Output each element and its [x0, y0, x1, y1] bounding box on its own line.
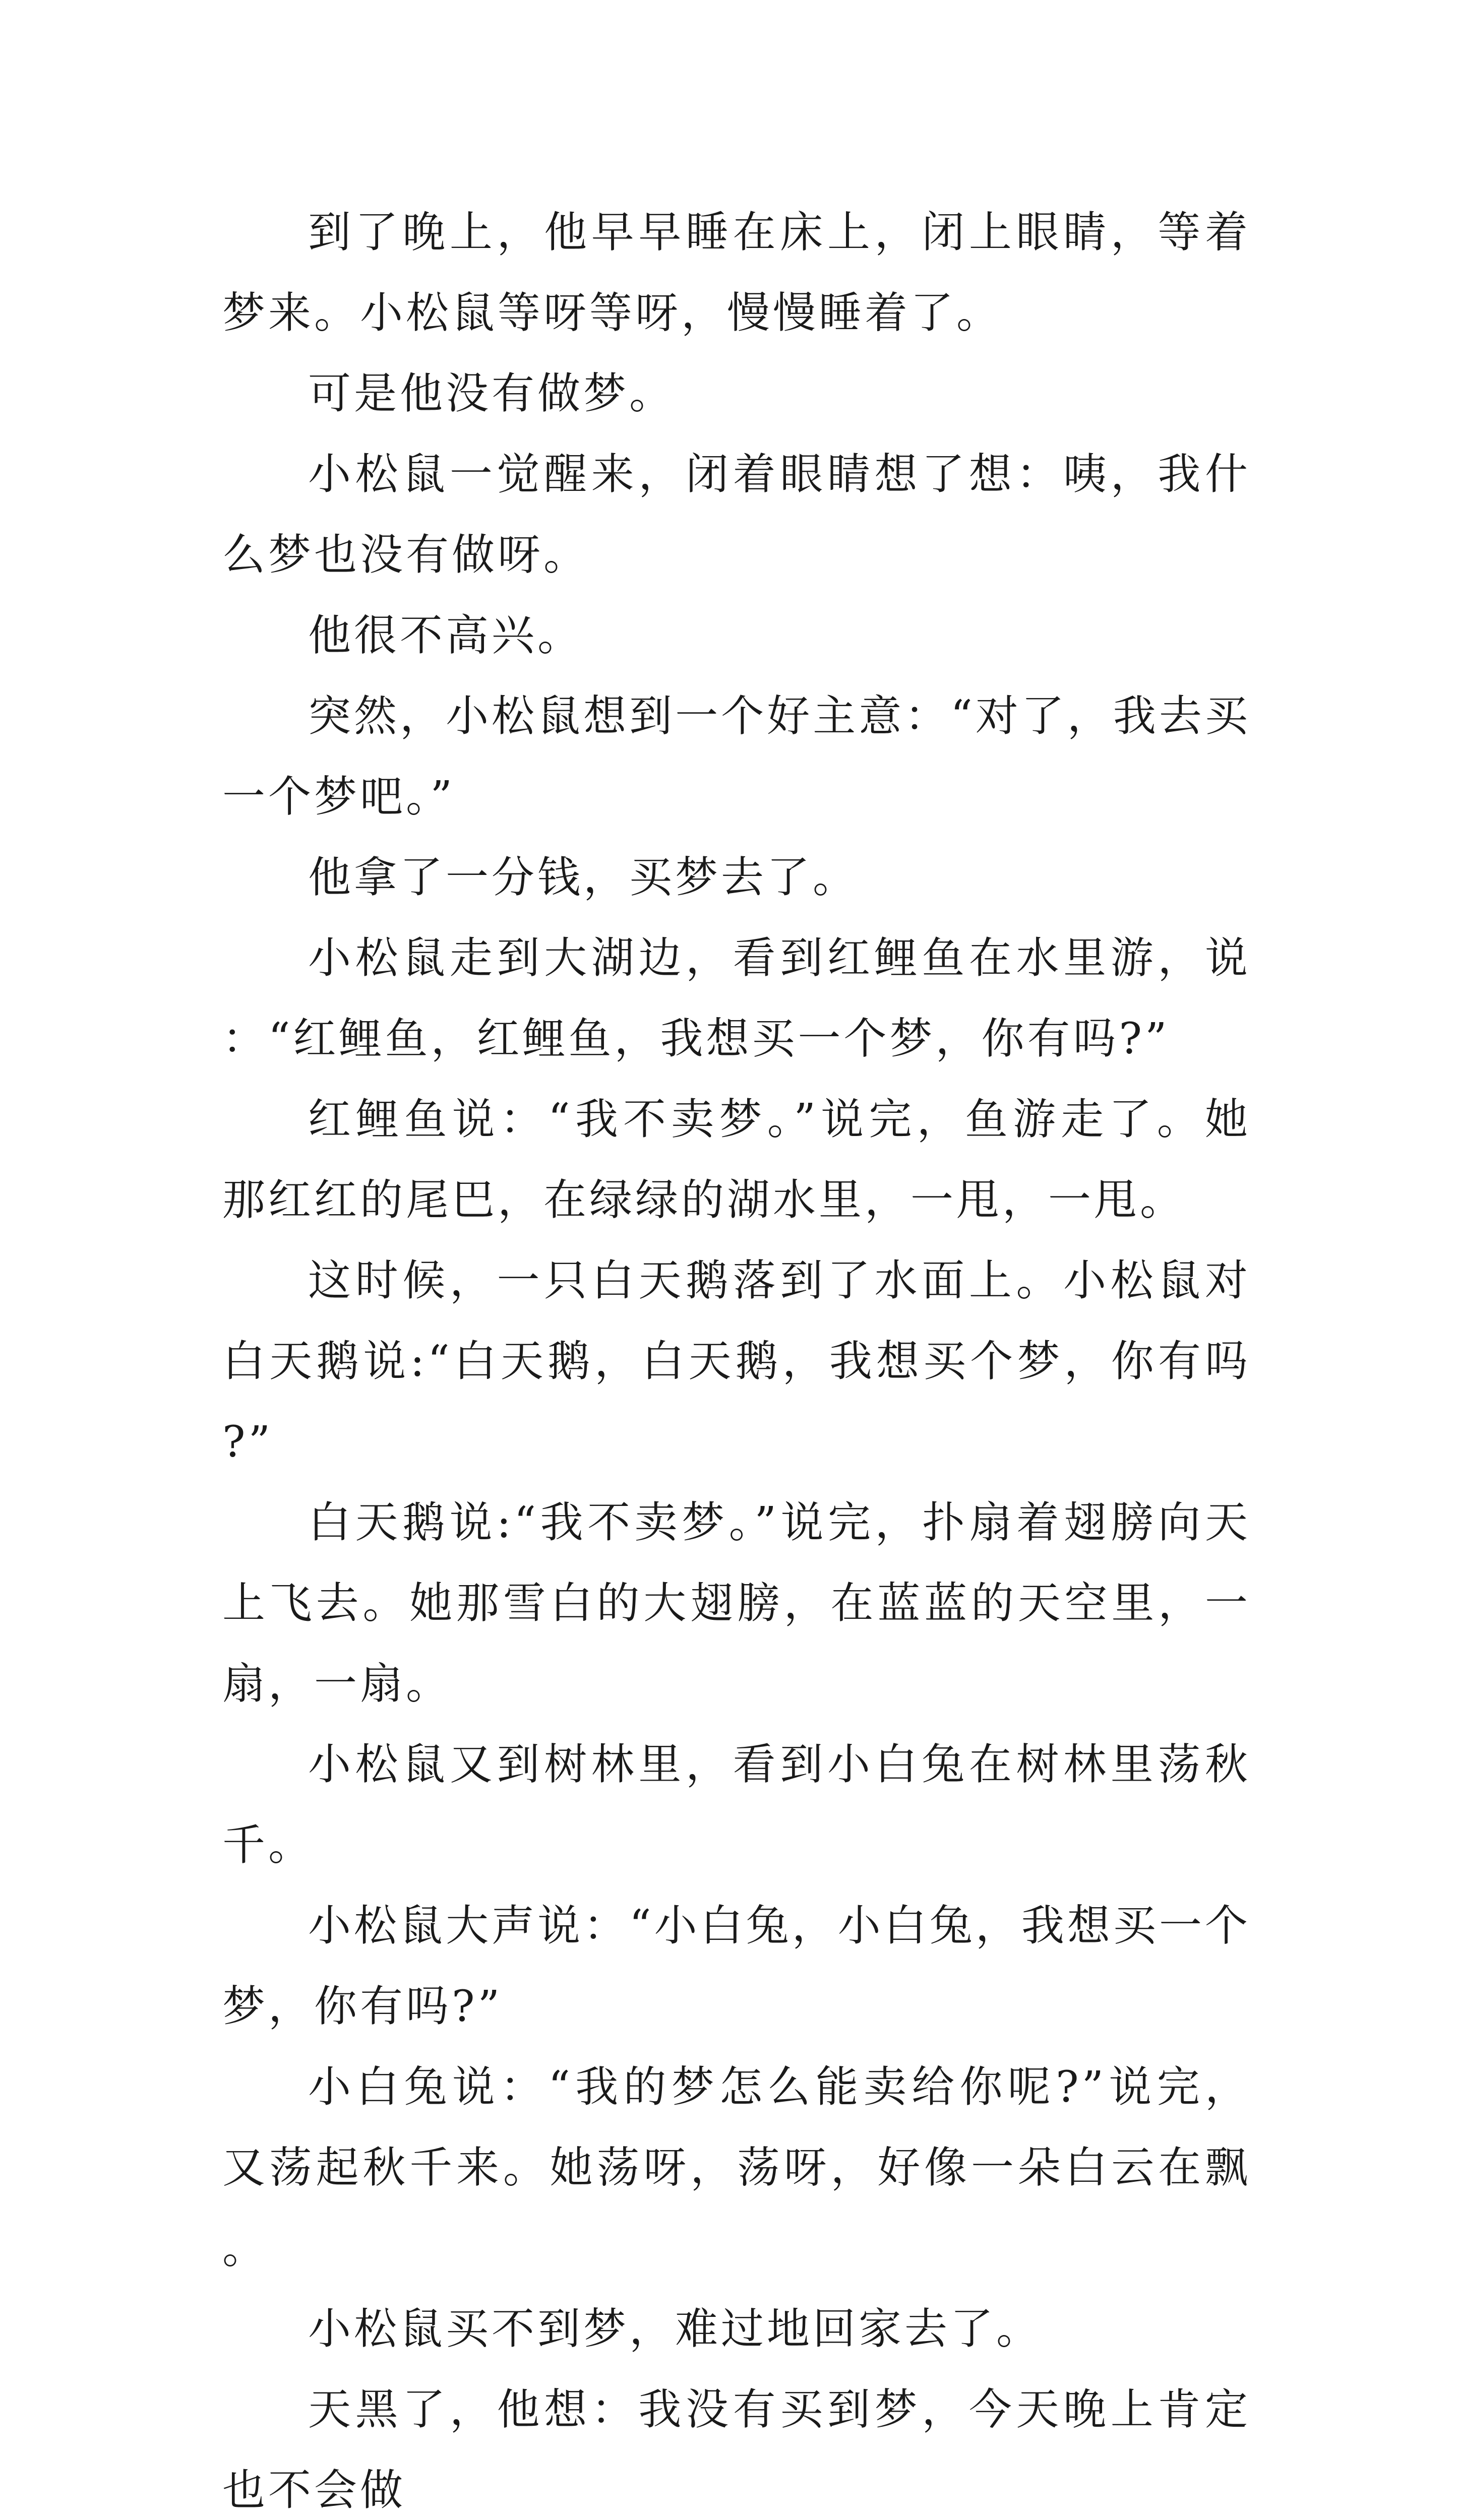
paragraph-3: 小松鼠一觉醒来，闭着眼睛想了想：咦，我什么梦也没有做呀。: [222, 450, 1251, 580]
paragraph-4: 他很不高兴。: [308, 611, 584, 661]
paragraph-2: 可是他没有做梦。: [308, 369, 676, 419]
paragraph-10: 白天鹅说:“我不卖梦。”说完，扑扇着翅膀向天上飞去。她那雪白的大翅膀，在蓝蓝的天空里，一扇，一扇。: [222, 1498, 1251, 1709]
paragraph-6: 他拿了一分钱，买梦去了。: [308, 853, 859, 903]
paragraph-9: 这时候，一只白天鹅落到了水面上。小松鼠对白天鹅说:“白天鹅，白天鹅，我想买个梦，你有吗?”: [222, 1256, 1251, 1467]
paragraph-1: 到了晚上，他早早睡在床上，闭上眼睛，等着梦来。小松鼠等呀等呀，慢慢睡着了。: [222, 208, 1251, 338]
paragraph-15: 天黑了，他想：我没有买到梦，今天晚上肯定也不会做: [222, 2385, 1251, 2515]
paragraph-7: 小松鼠走到大湖边，看到红鲤鱼在水里游，说：“红鲤鱼，红鲤鱼，我想买一个梦，你有吗?”: [222, 933, 1251, 1064]
paragraph-5: 突然，小松鼠想到一个好主意：“对了，我去买一个梦吧。”: [222, 691, 1251, 822]
paragraph-8: 红鲤鱼说：“我不卖梦。”说完，鱼游走了。她那红红的尾巴，在绿绿的湖水里，一甩，一甩。: [222, 1095, 1251, 1225]
paragraph-12: 小松鼠大声说：“小白兔，小白兔，我想买一个梦，你有吗?”: [222, 1901, 1251, 2032]
story-text: [222, 193, 1251, 2520]
paragraph-13: 小白兔说：“我的梦怎么能卖给你呢?”说完，又荡起秋千来。她荡呀，荡呀，好像一朵白云在飘。: [222, 2062, 1251, 2274]
paragraph-14: 小松鼠买不到梦，难过地回家去了。: [308, 2304, 1043, 2354]
paragraph-11: 小松鼠又到树林里，看到小白兔在树林里荡秋千。: [222, 1740, 1251, 1870]
